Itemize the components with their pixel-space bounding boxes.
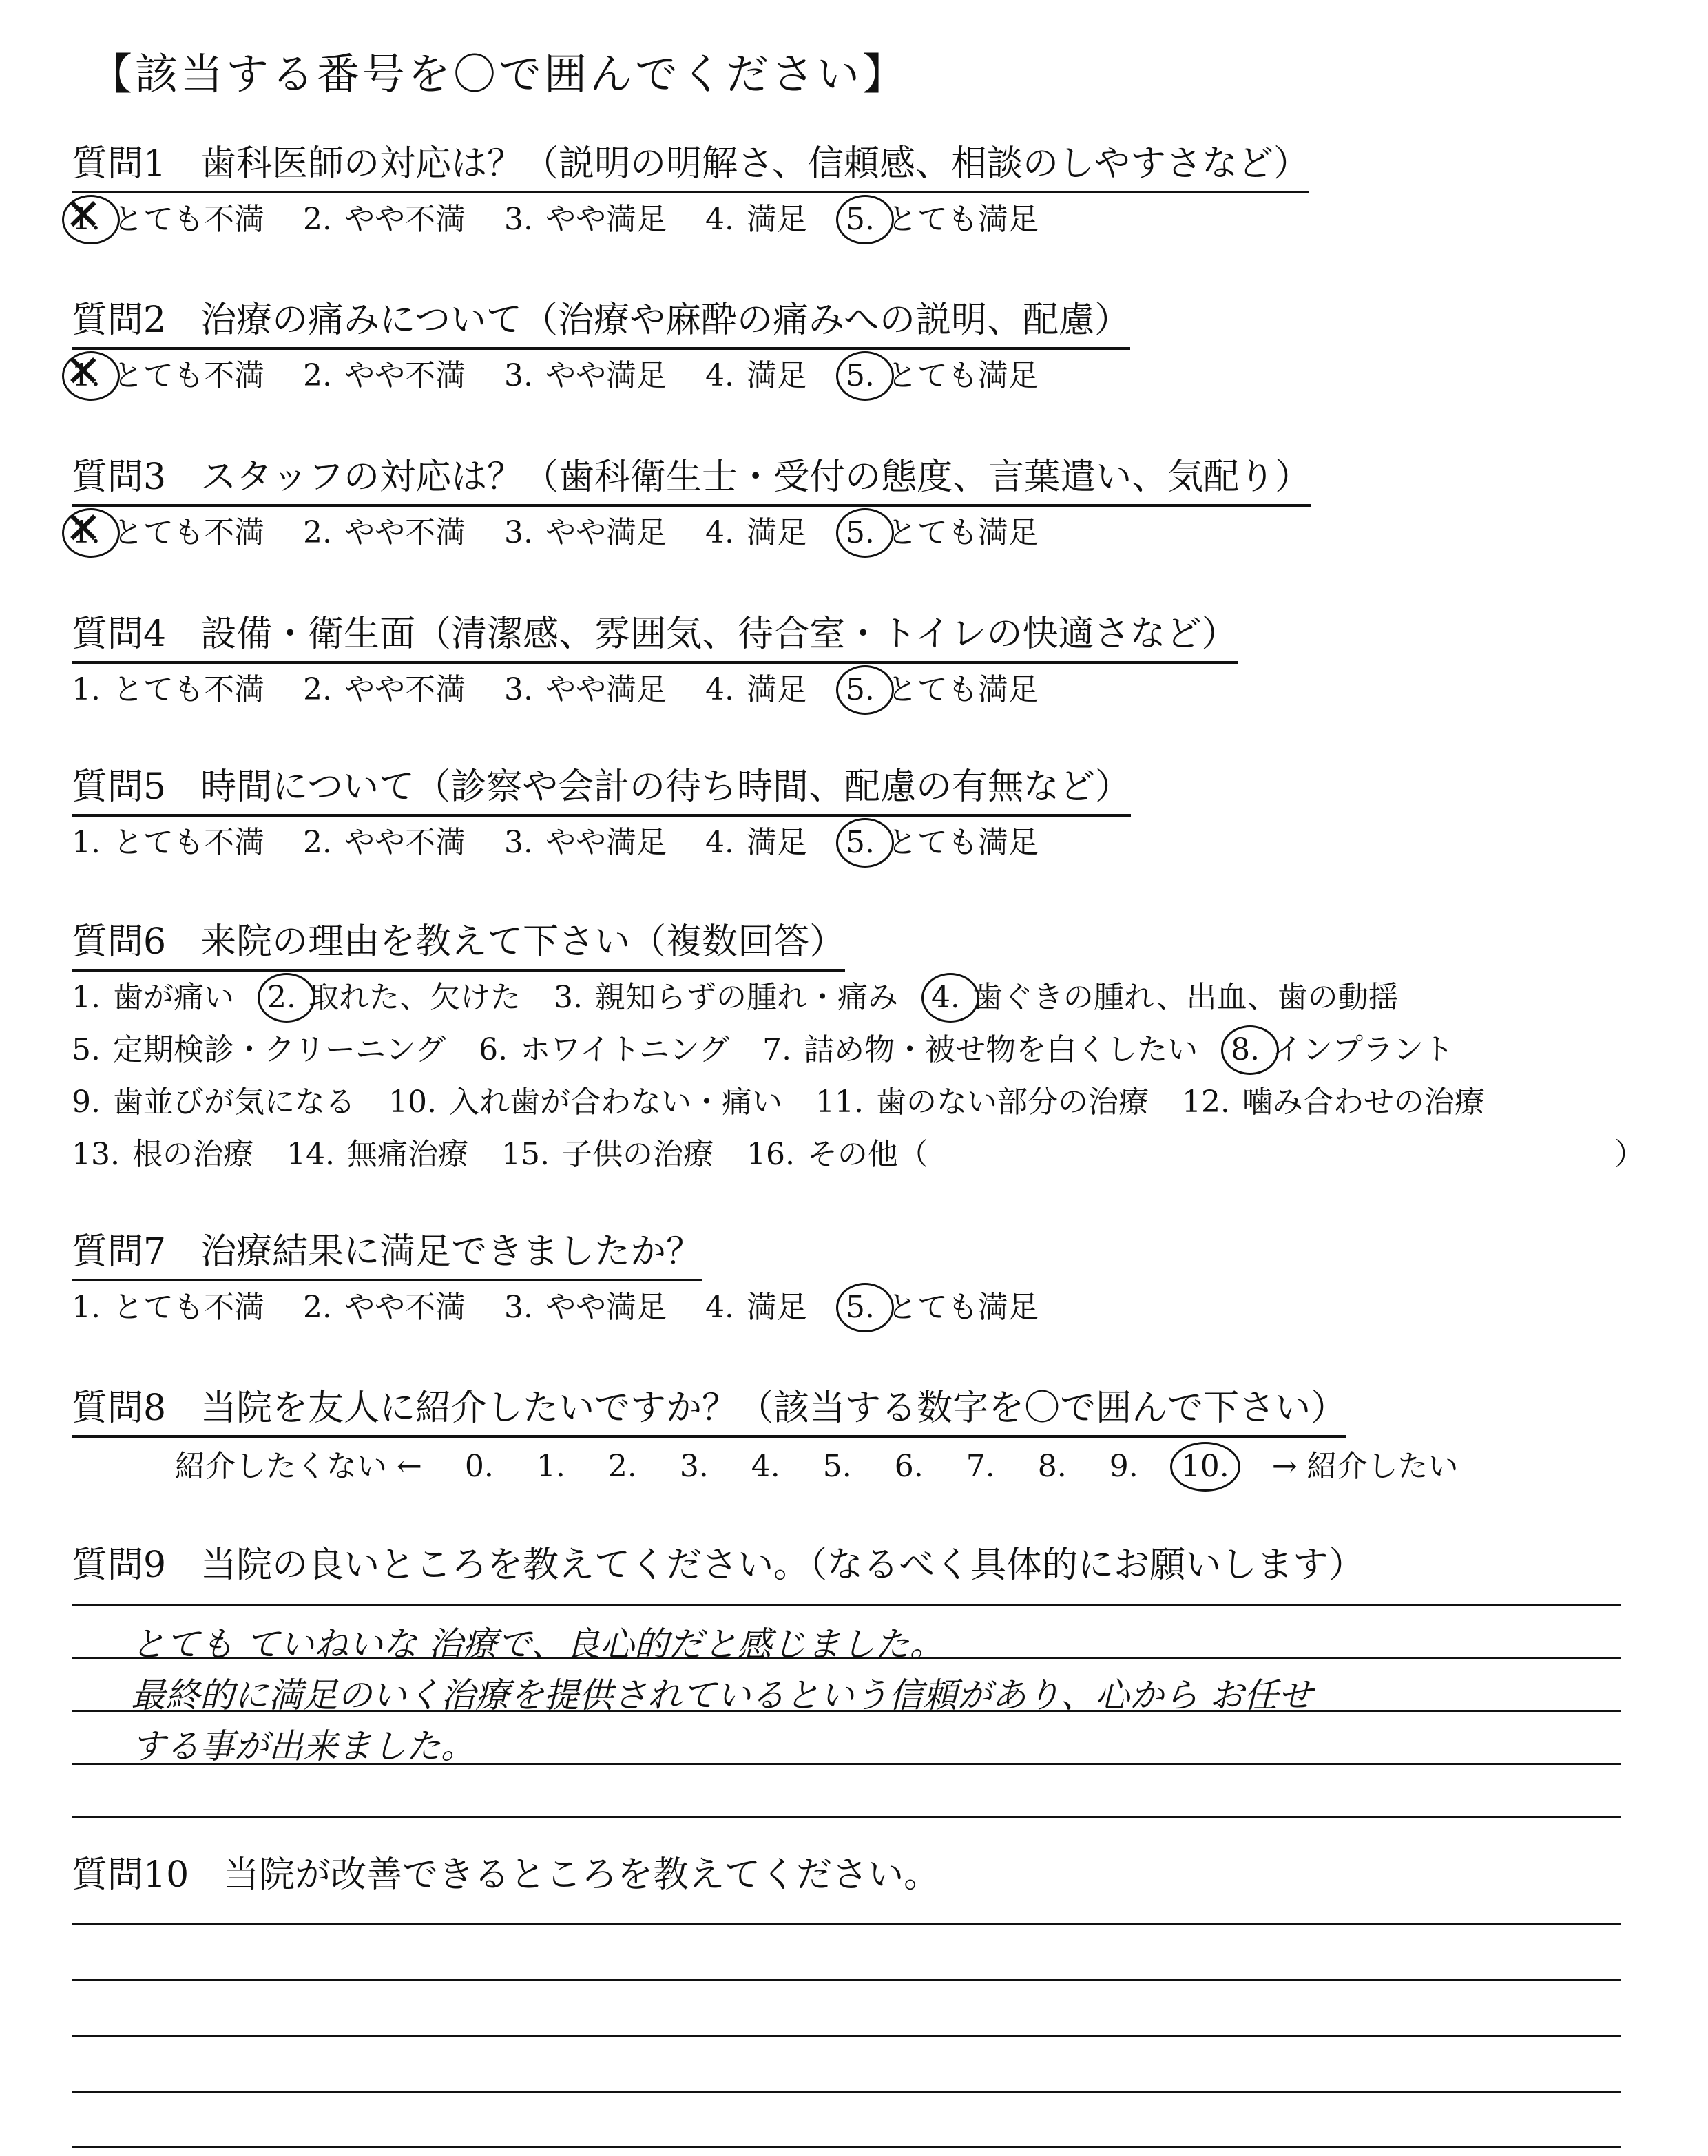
other-close-paren: ） [1614,1137,1645,1172]
question-text: 時間について（診察や会計の待ち時間、配慮の有無など） [200,766,1132,808]
option-11[interactable]: 11. 歯のない部分の治療 [815,1085,1149,1120]
question-number: 質問4 [72,614,167,655]
option-5[interactable]: 5. とても満足 [846,199,1039,240]
question-text: 治療の痛みについて（治療や麻酔の痛みへの説明、配慮） [200,300,1131,341]
scale-0[interactable]: 0. [464,1449,494,1484]
option-2[interactable]: 2. やや不満 [302,672,466,707]
option-4[interactable]: 4. 歯ぐきの腫れ、出血、歯の動揺 [931,977,1399,1018]
question-text: 歯科医師の対応は？（説明の明解さ、信頼感、相談のしやすさなど） [200,143,1310,185]
option-6[interactable]: 6. ホワイトニング [479,1032,730,1067]
question-text: スタッフの対応は？（歯科衛生士・受付の態度、言葉遣い、気配り） [200,457,1311,498]
option-8[interactable]: 8. インプラント [1231,1029,1454,1071]
option-4[interactable]: 4. 満足 [705,202,807,237]
option-1[interactable]: 1. 歯が痛い [72,980,234,1015]
option-4[interactable]: 4. 満足 [705,1290,807,1325]
scale-5[interactable]: 5. [822,1449,852,1484]
scale-3[interactable]: 3. [679,1449,709,1484]
scale-10[interactable]: 10. [1181,1446,1229,1487]
question-number: 質問9 [72,1545,167,1586]
question-number: 質問7 [72,1231,167,1273]
question-text: 当院が改善できるところを教えてください。 [223,1854,940,1896]
option-1[interactable]: ✕ 1. とても不満 [72,199,264,240]
question-8-heading [72,1385,1346,1438]
question-8 [72,1385,1656,1487]
scale-4[interactable]: 4. [751,1449,780,1484]
question-7 [72,1229,1656,1328]
question-text: 当院を友人に紹介したいですか？（該当する数字を〇で囲んで下さい） [200,1388,1347,1429]
option-4[interactable]: 4. 満足 [705,825,807,860]
option-5[interactable]: 5. とても満足 [846,1287,1039,1328]
question-number: 質問5 [72,766,167,808]
option-4[interactable]: 4. 満足 [705,358,807,393]
question-6 [72,919,1656,1186]
scale-2[interactable]: 2. [607,1449,637,1484]
option-1[interactable]: ✕ 1. とても不満 [72,355,264,397]
option-3[interactable]: 3. やや満足 [503,202,667,237]
question-7-options [72,1287,1656,1328]
question-text: 治療結果に満足できましたか？ [200,1231,702,1273]
question-text: 来院の理由を教えて下さい（複数回答） [200,921,846,963]
question-3-options [72,512,1656,554]
question-number: 質問3 [72,457,167,498]
option-5[interactable]: 5. とても満足 [846,355,1039,397]
option-2[interactable]: 2. やや不満 [302,515,466,550]
scale-9[interactable]: 9. [1109,1449,1138,1484]
question-1 [72,141,1656,240]
option-10[interactable]: 10. 入れ歯が合わない・痛い [388,1085,782,1120]
question-2-heading [72,297,1130,350]
option-3[interactable]: 3. やや満足 [503,515,667,550]
scale-right-label: → 紹介したい [1271,1449,1459,1484]
question-6-options [72,977,1656,1175]
option-15[interactable]: 15. 子供の治療 [501,1137,714,1172]
option-2[interactable]: 2. 取れた、欠けた [267,977,521,1018]
scale-6[interactable]: 6. [894,1449,924,1484]
option-16[interactable]: 16. その他（ [746,1137,928,1172]
option-3[interactable]: 3. やや満足 [503,1290,667,1325]
option-1[interactable]: 1. とても不満 [72,825,264,860]
question-number: 質問8 [72,1388,167,1429]
question-number: 質問6 [72,921,167,963]
option-1[interactable]: 1. とても不満 [72,1290,264,1325]
option-2[interactable]: 2. やや不満 [302,825,466,860]
scale-8[interactable]: 8. [1037,1449,1067,1484]
question-text: 設備・衛生面（清潔感、雰囲気、待合室・トイレの快適さなど） [200,614,1238,655]
question-6-heading [72,919,845,972]
question-3 [72,454,1656,554]
answer-9-line-1: とても ていねいな 治療で、良心的だと感じました。 [131,1624,944,1664]
question-3-heading [72,454,1311,507]
question-number: 質問1 [72,143,167,185]
option-4[interactable]: 4. 満足 [705,672,807,707]
question-5-options [72,822,1656,864]
option-5[interactable]: 5. とても満足 [846,669,1039,711]
option-2[interactable]: 2. やや不満 [302,202,466,237]
option-9[interactable]: 9. 歯並びが気になる [72,1085,355,1120]
question-text: 当院の良いところを教えてください。（なるべく具体的にお願いします） [200,1545,1365,1586]
option-7[interactable]: 7. 詰め物・被せ物を白くしたい [762,1032,1198,1067]
scale-left-label: 紹介したくない ← [175,1449,422,1484]
question-4-heading [72,611,1238,664]
option-2[interactable]: 2. やや不満 [302,1290,466,1325]
question-1-heading [72,141,1309,193]
option-5[interactable]: 5. 定期検診・クリーニング [72,1032,446,1067]
answer-9-line-3: する事が出来ました。 [131,1726,475,1766]
option-5[interactable]: 5. とても満足 [846,512,1039,554]
question-4 [72,611,1656,711]
answer-9-line-2: 最終的に満足のいく治療を提供されているという信頼があり、心から お任せ [131,1675,1313,1715]
option-3[interactable]: 3. 親知らずの腫れ・痛み [553,980,898,1015]
question-2-options [72,355,1656,397]
question-7-heading [72,1229,702,1281]
question-number: 質問2 [72,300,167,341]
option-13[interactable]: 13. 根の治療 [72,1137,253,1172]
page-title: 【該当する番号を〇で囲んでください】 [90,49,908,99]
question-2 [72,297,1656,397]
option-3[interactable]: 3. やや満足 [503,358,667,393]
scale-7[interactable]: 7. [966,1449,995,1484]
question-5-heading [72,764,1131,817]
option-2[interactable]: 2. やや不満 [302,358,466,393]
option-1[interactable]: 1. とても不満 [72,672,264,707]
option-14[interactable]: 14. 無痛治療 [286,1137,468,1172]
option-3[interactable]: 3. やや満足 [503,672,667,707]
question-5 [72,764,1656,864]
answer-10-lines[interactable] [72,1870,1621,2148]
option-5[interactable]: 5. とても満足 [846,822,1039,864]
option-3[interactable]: 3. やや満足 [503,825,667,860]
option-4[interactable]: 4. 満足 [705,515,807,550]
option-12[interactable]: 12. 噛み合わせの治療 [1181,1085,1485,1120]
question-1-options [72,199,1656,240]
scale-1[interactable]: 1. [536,1449,565,1484]
option-1[interactable]: ✕ 1. とても不満 [72,512,264,554]
recommend-scale [175,1446,1656,1487]
question-number: 質問10 [72,1854,189,1896]
question-4-options [72,669,1656,711]
